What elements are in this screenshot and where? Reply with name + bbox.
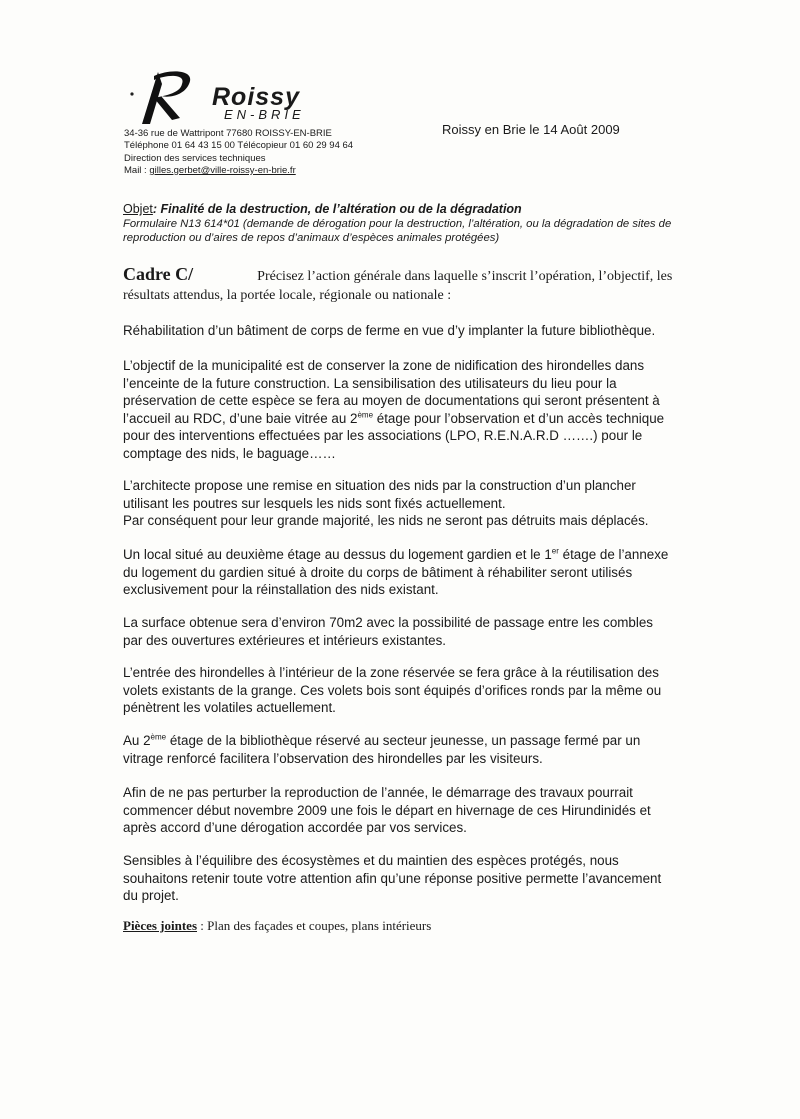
text-line: l’enceinte de la future construction. La sensibilisation des utilisateurs du lieu pour la bbox=[123, 375, 617, 391]
paragraph-5 bbox=[123, 614, 713, 649]
form-reference bbox=[123, 217, 703, 245]
text-line: préservation de cette espèce se fera au moyen de documentations qui seront présentent à bbox=[123, 393, 660, 408]
text-line: après accord d’une dérogation accordée par vos services. bbox=[123, 820, 467, 835]
attachments-value: Plan des façades et coupes, plans intérieurs bbox=[207, 918, 432, 933]
attachments-line bbox=[123, 918, 431, 934]
superscript: ème bbox=[357, 410, 374, 420]
sender-address bbox=[124, 128, 353, 177]
text-line: Sensibles à l’équilibre des écosystèmes et du maintien des espèces protégés, nous bbox=[123, 853, 619, 868]
form-line: Formulaire N13 614*01 (demande de dérogation pour la destruction, l’altération, ou la dégradation de sites de bbox=[123, 218, 672, 230]
text-line: souhaitons retenir toute votre attention afin qu’une réponse positive permette l’avancement bbox=[123, 870, 662, 886]
text-part: étage pour l’observation et d’un accès technique bbox=[373, 410, 665, 426]
text-line: du logement du gardien situé à droite du corps de bâtiment à réhabiliter seront utilisés bbox=[123, 564, 633, 580]
text-line: pour des interventions effectuées par les associations (LPO, R.E.N.A.R.D …….) pour le bbox=[123, 428, 643, 443]
mail-line bbox=[124, 165, 353, 177]
text-line: du projet. bbox=[123, 888, 179, 903]
superscript: ème bbox=[150, 732, 167, 742]
superscript: er bbox=[551, 546, 559, 556]
text-line: L’objectif de la municipalité est de conserver la zone de nidification des hirondelles dans bbox=[123, 358, 645, 373]
cadre-instruction: Précisez l’action générale dans laquelle s’inscrit l’opération, l’objectif, les bbox=[257, 269, 673, 284]
cadre-line bbox=[123, 265, 723, 286]
subject-title bbox=[123, 202, 703, 216]
subject-block bbox=[123, 202, 703, 245]
text-line: La surface obtenue sera d’environ 70m2 avec la possibilité de passage entre les combles bbox=[123, 615, 653, 630]
paragraph-8 bbox=[123, 784, 713, 837]
address-line: Téléphone 01 64 43 15 00 Télécopieur 01 60 29 94 64 bbox=[124, 140, 354, 152]
attachments-label: Pièces jointes bbox=[123, 918, 198, 933]
text-line: volets existants de la grange. Ces volets bois sont équipés d’orifices ronds par la même ou bbox=[123, 682, 662, 698]
text-line: commencer début novembre 2009 une fois le départ en hivernage de ces Hirundinidés et bbox=[123, 802, 651, 818]
text-line: Réhabilitation d’un bâtiment de corps de ferme en vue d’y implanter la future bibliothèque. bbox=[123, 323, 656, 338]
cadre-section bbox=[123, 265, 723, 305]
text-line bbox=[123, 410, 713, 428]
text-part: Au 2 bbox=[123, 733, 151, 748]
text-line: exclusivement pour la réinstallation des nids existant. bbox=[123, 582, 439, 597]
text-part: l’accueil au RDC, d’une baie vitrée au 2 bbox=[123, 410, 358, 426]
cadre-instruction: résultats attendus, la portée locale, régionale ou nationale : bbox=[123, 288, 452, 303]
subject-text: : Finalité de la destruction, de l’altération ou de la dégradation bbox=[152, 202, 522, 216]
text-part: étage de la bibliothèque réservé au secteur jeunesse, un passage fermé par un bbox=[166, 733, 641, 748]
mail-link[interactable]: gilles.gerbet@ville-roissy-en-brie.fr bbox=[149, 164, 296, 176]
paragraph-9 bbox=[123, 852, 713, 905]
form-line: reproduction ou d’aires de repos d’animaux d’espèces animales protégées) bbox=[123, 232, 500, 244]
attachments-separator: : bbox=[197, 918, 208, 933]
address-line: Direction des services techniques bbox=[124, 152, 266, 164]
text-line bbox=[123, 546, 713, 564]
logo-name: Roissy bbox=[212, 83, 300, 111]
paragraph-7 bbox=[123, 732, 713, 767]
subject-label: Objet bbox=[123, 202, 153, 216]
text-line bbox=[123, 732, 713, 750]
text-line: L’entrée des hirondelles à l’intérieur de la zone réservée se fera grâce à la réutilisation des bbox=[123, 665, 659, 680]
text-line: pénètrent les volatiles actuellement. bbox=[123, 700, 336, 715]
paragraph-1 bbox=[123, 322, 713, 340]
text-line: par des ouvertures extérieures et intérieurs existantes. bbox=[123, 632, 447, 648]
text-part: Un local situé au deuxième étage au dessus du logement gardien et le 1 bbox=[123, 547, 552, 562]
paragraph-3 bbox=[123, 477, 713, 530]
text-line: L’architecte propose une remise en situation des nids par la construction d’un plancher bbox=[123, 478, 636, 493]
letter-date: Roissy en Brie le 14 Août 2009 bbox=[442, 122, 620, 137]
logo-subtitle: EN-BRIE bbox=[224, 107, 305, 122]
paragraph-4 bbox=[123, 546, 713, 599]
text-line: Par conséquent pour leur grande majorité, les nids ne seront pas détruits mais déplacés. bbox=[123, 513, 649, 528]
text-line: vitrage renforcé facilitera l’observation des hirondelles par les visiteurs. bbox=[123, 750, 543, 766]
address-line: 34-36 rue de Wattripont 77680 ROISSY-EN-BRIE bbox=[124, 128, 332, 139]
paragraph-2 bbox=[123, 357, 713, 462]
text-line: Afin de ne pas perturber la reproduction de l’année, le démarrage des travaux pourrait bbox=[123, 785, 633, 800]
cadre-title: Cadre C/ bbox=[123, 264, 194, 284]
paragraph-6 bbox=[123, 664, 713, 717]
mail-label: Mail : bbox=[124, 164, 150, 176]
text-line: utilisant les poutres sur lesquels les nids sont fixés actuellement. bbox=[123, 495, 506, 511]
roissy-logo-icon bbox=[128, 66, 208, 128]
text-line: comptage des nids, le baguage…… bbox=[123, 445, 336, 461]
text-part: étage de l’annexe bbox=[558, 547, 669, 562]
